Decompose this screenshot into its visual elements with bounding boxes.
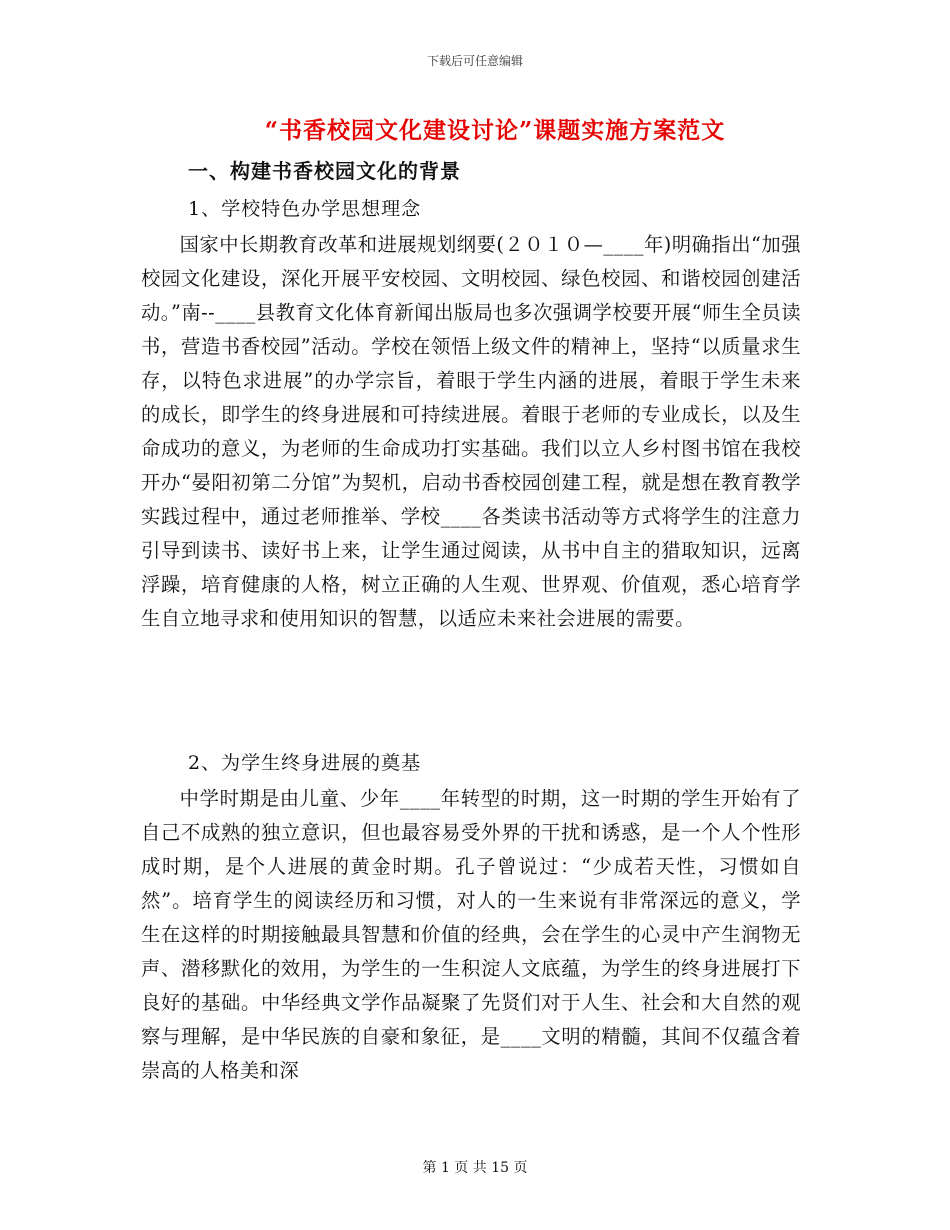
sub-heading-1: 1、学校特色办学思想理念 xyxy=(188,198,422,220)
page-number: 第 1 页 共 15 页 xyxy=(422,1160,528,1176)
paragraph-2: 中学时期是由儿童、少年____年转型的时期，这一时期的学生开始有了自己不成熟的独立意识，但也最容易受外界的干扰和诱惑，是一个人个性形成时期，是个人进展的黄金时期。孔子曾说过：“少成若天性，习惯如自然”。培育学生的阅读经历和习惯，对人的一生来说有非常深远的意义，学生在这样的时期接触最具智慧和价值的经典，会在学生的心灵中产生润物无声、潜移默化的效用，为学生的一生积淀人文底蕴，为学生的终身进展打下良好的基础。中华经典文学作品凝聚了先贤们对于人生、社会和大自然的观察与理解，是中华民族的自豪和象征，是____文明的精髓，其间不仅蕴含着崇高的人格美和深 xyxy=(141,787,801,1082)
document-title: “书香校园文化建设讨论”课题实施方案范文 xyxy=(264,117,726,144)
section-heading: 一、构建书香校园文化的背景 xyxy=(188,159,461,183)
paragraph-1: 国家中长期教育改革和进展规划纲要(２０１０—____年)明确指出“加强校园文化建设，深化开展平安校园、文明校园、绿色校园、和谐校园创建活动。”南--____县教育文化体育新闻出版局也多次强调学校要开展“师生全员读书，营造书香校园”活动。学校在领悟上级文件的精神上，坚持“以质量求生存，以特色求进展”的办学宗旨，着眼于学生内涵的进展，着眼于学生未来的成长，即学生的终身进展和可持续进展。着眼于老师的专业成长，以及生命成功的意义，为老师的生命成功打实基础。我们以立人乡村图书馆在我校开办“晏阳初第二分馆”为契机，启动书香校园创建工程，就是想在教育教学实践过程中，通过老师推举、学校____各类读书活动等方式将学生的注意力引导到读书、读好书上来，让学生通过阅读，从书中自主的猎取知识，远离浮躁，培育健康的人格，树立正确的人生观、世界观、价值观，悉心培育学生自立地寻求和使用知识的智慧，以适应未来社会进展的需要。 xyxy=(141,233,801,630)
sub-heading-2: 2、为学生终身进展的奠基 xyxy=(188,752,422,774)
header-note: 下载后可任意编辑 xyxy=(426,54,523,68)
